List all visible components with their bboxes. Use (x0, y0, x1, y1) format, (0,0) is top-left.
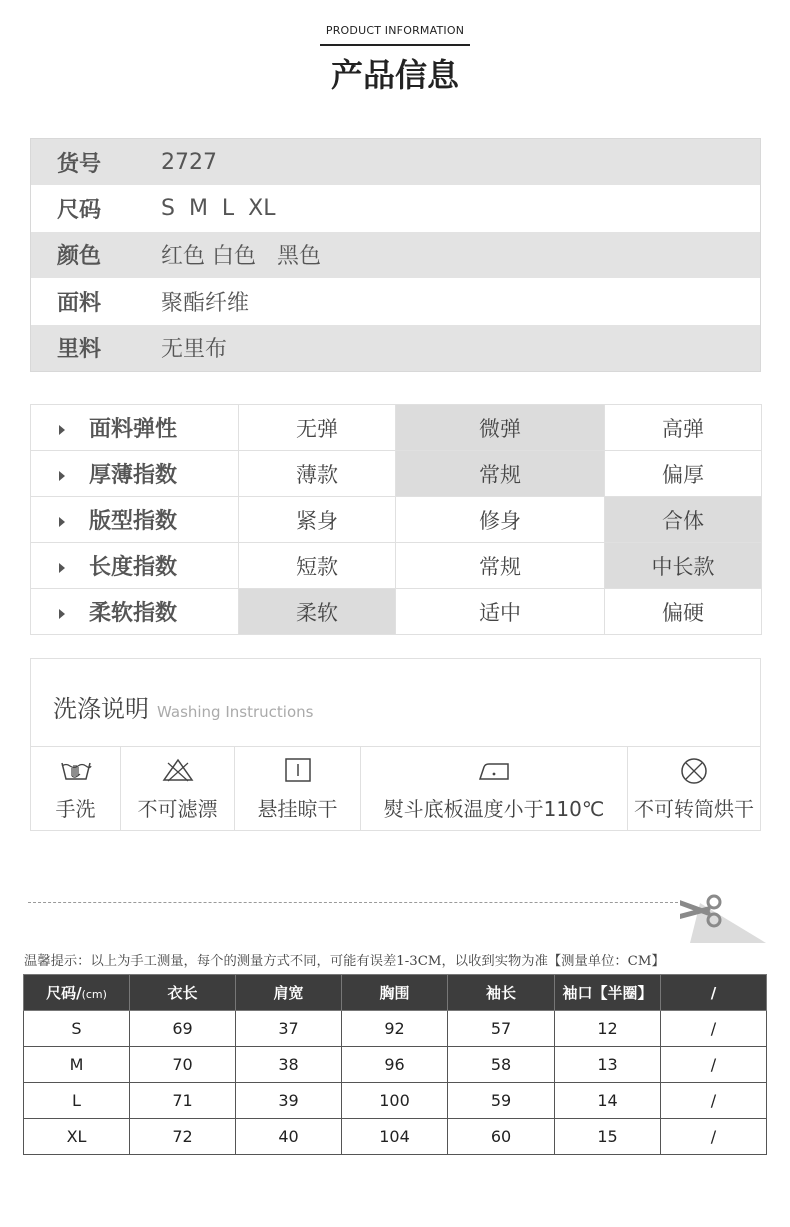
info-key: 尺码 (57, 198, 102, 224)
column-header: 袖口【半圈】 (555, 975, 661, 1011)
hand-wash-icon (60, 757, 92, 783)
column-header-size: 尺码/ (46, 984, 82, 1002)
attr-option: 偏厚 (605, 451, 762, 497)
attr-label-cell (31, 451, 239, 497)
wash-item-label: 熨斗底板温度小于110℃ (383, 797, 605, 821)
info-value: 无里布 (161, 337, 228, 363)
table-cell: 14 (555, 1083, 661, 1119)
info-value: 红色 白色 黑色 (161, 244, 321, 270)
table-cell: / (661, 1083, 767, 1119)
attr-option: 无弹 (239, 405, 396, 451)
washing-title (53, 689, 313, 724)
info-key: 里料 (57, 337, 102, 363)
table-cell: 13 (555, 1047, 661, 1083)
attr-row-length (31, 543, 762, 589)
column-header: 衣长 (130, 975, 236, 1011)
table-cell: S (24, 1011, 130, 1047)
wash-item-label: 不可转筒烘干 (634, 797, 754, 821)
info-value: S M L XL (161, 196, 276, 222)
hang-dry-icon (284, 757, 312, 783)
attr-option: 常规 (396, 543, 605, 589)
table-cell: M (24, 1047, 130, 1083)
attr-label-cell (31, 405, 239, 451)
column-header: / (661, 975, 767, 1011)
table-cell: 71 (130, 1083, 236, 1119)
table-cell: 57 (448, 1011, 555, 1047)
attr-option: 合体 (605, 497, 762, 543)
table-cell: 69 (130, 1011, 236, 1047)
attribute-index-table (30, 404, 762, 635)
table-cell: 70 (130, 1047, 236, 1083)
size-chart-header (24, 975, 767, 1011)
iron-icon (476, 757, 512, 783)
attr-option: 短款 (239, 543, 396, 589)
info-row-size (31, 185, 760, 231)
table-cell: 59 (448, 1083, 555, 1119)
attr-option: 常规 (396, 451, 605, 497)
table-cell: 100 (342, 1083, 448, 1119)
attr-label: 厚薄指数 (89, 463, 178, 488)
table-cell: 58 (448, 1047, 555, 1083)
washing-subtitle: Washing Instructions (157, 703, 314, 721)
table-cell: 40 (236, 1119, 342, 1155)
table-cell: 72 (130, 1119, 236, 1155)
washing-instructions-panel (30, 658, 761, 831)
table-cell: 39 (236, 1083, 342, 1119)
table-cell: 96 (342, 1047, 448, 1083)
table-cell: 12 (555, 1011, 661, 1047)
wash-item-label: 手洗 (55, 797, 96, 821)
wash-item-label: 不可滤漂 (137, 797, 218, 821)
attr-row-elasticity (31, 405, 762, 451)
attr-label-cell (31, 589, 239, 635)
info-row-fabric (31, 278, 760, 324)
info-key: 颜色 (57, 244, 102, 270)
product-info-table (30, 138, 761, 372)
info-row-sku (31, 139, 760, 185)
caret-right-icon (59, 471, 65, 481)
attr-label-cell (31, 497, 239, 543)
attr-option: 微弹 (396, 405, 605, 451)
attr-label-cell (31, 543, 239, 589)
table-cell: 92 (342, 1011, 448, 1047)
wash-item (121, 747, 235, 831)
table-cell: 38 (236, 1047, 342, 1083)
info-key: 面料 (57, 290, 102, 316)
attr-option: 中长款 (605, 543, 762, 589)
column-header-unit: (cm) (81, 988, 107, 1001)
wash-item (361, 747, 628, 831)
scissors-icon (680, 893, 770, 943)
attr-option: 柔软 (239, 589, 396, 635)
info-key: 货号 (57, 151, 102, 177)
attr-option: 高弹 (605, 405, 762, 451)
table-row (24, 1011, 767, 1047)
attr-option: 修身 (396, 497, 605, 543)
table-cell: 104 (342, 1119, 448, 1155)
table-cell: L (24, 1083, 130, 1119)
no-bleach-icon (162, 757, 194, 783)
attr-label: 版型指数 (89, 509, 178, 534)
table-row (24, 1047, 767, 1083)
column-header: 胸围 (342, 975, 448, 1011)
table-cell: / (661, 1011, 767, 1047)
cut-line (28, 902, 678, 903)
wash-item-label: 悬挂晾干 (257, 797, 338, 821)
table-cell: 37 (236, 1011, 342, 1047)
info-value: 2727 (161, 149, 217, 175)
table-row (24, 1119, 767, 1155)
caret-right-icon (59, 563, 65, 573)
wash-item (31, 747, 121, 831)
attr-label: 长度指数 (89, 555, 178, 580)
section-title-en: PRODUCT INFORMATION (325, 24, 465, 37)
attr-row-thickness (31, 451, 762, 497)
attr-option: 偏硬 (605, 589, 762, 635)
attr-option: 适中 (396, 589, 605, 635)
column-header (24, 975, 130, 1011)
table-cell: 60 (448, 1119, 555, 1155)
info-row-lining (31, 325, 760, 371)
column-header: 肩宽 (236, 975, 342, 1011)
table-cell: 15 (555, 1119, 661, 1155)
title-divider (320, 44, 470, 46)
attr-row-fit (31, 497, 762, 543)
table-cell: / (661, 1119, 767, 1155)
attr-label: 柔软指数 (89, 601, 178, 626)
no-tumble-dry-icon (679, 757, 709, 785)
attr-option: 紧身 (239, 497, 396, 543)
wash-item (235, 747, 361, 831)
info-value: 聚酯纤维 (161, 290, 250, 316)
caret-right-icon (59, 425, 65, 435)
size-chart-table (23, 974, 767, 1155)
attr-option: 薄款 (239, 451, 396, 497)
table-row (24, 1083, 767, 1119)
measurement-tip: 温馨提示：以上为手工测量，每个的测量方式不同，可能有误差1-3CM，以收到实物为准【测量单位：CM】 (24, 954, 665, 969)
caret-right-icon (59, 609, 65, 619)
wash-item (628, 747, 760, 831)
table-cell: XL (24, 1119, 130, 1155)
attr-row-softness (31, 589, 762, 635)
column-header: 袖长 (448, 975, 555, 1011)
caret-right-icon (59, 517, 65, 527)
table-cell: / (661, 1047, 767, 1083)
section-title: 产品信息 (330, 56, 459, 94)
washing-title-cn: 洗涤说明 (53, 695, 149, 723)
info-row-color (31, 232, 760, 278)
attr-label: 面料弹性 (89, 417, 178, 442)
